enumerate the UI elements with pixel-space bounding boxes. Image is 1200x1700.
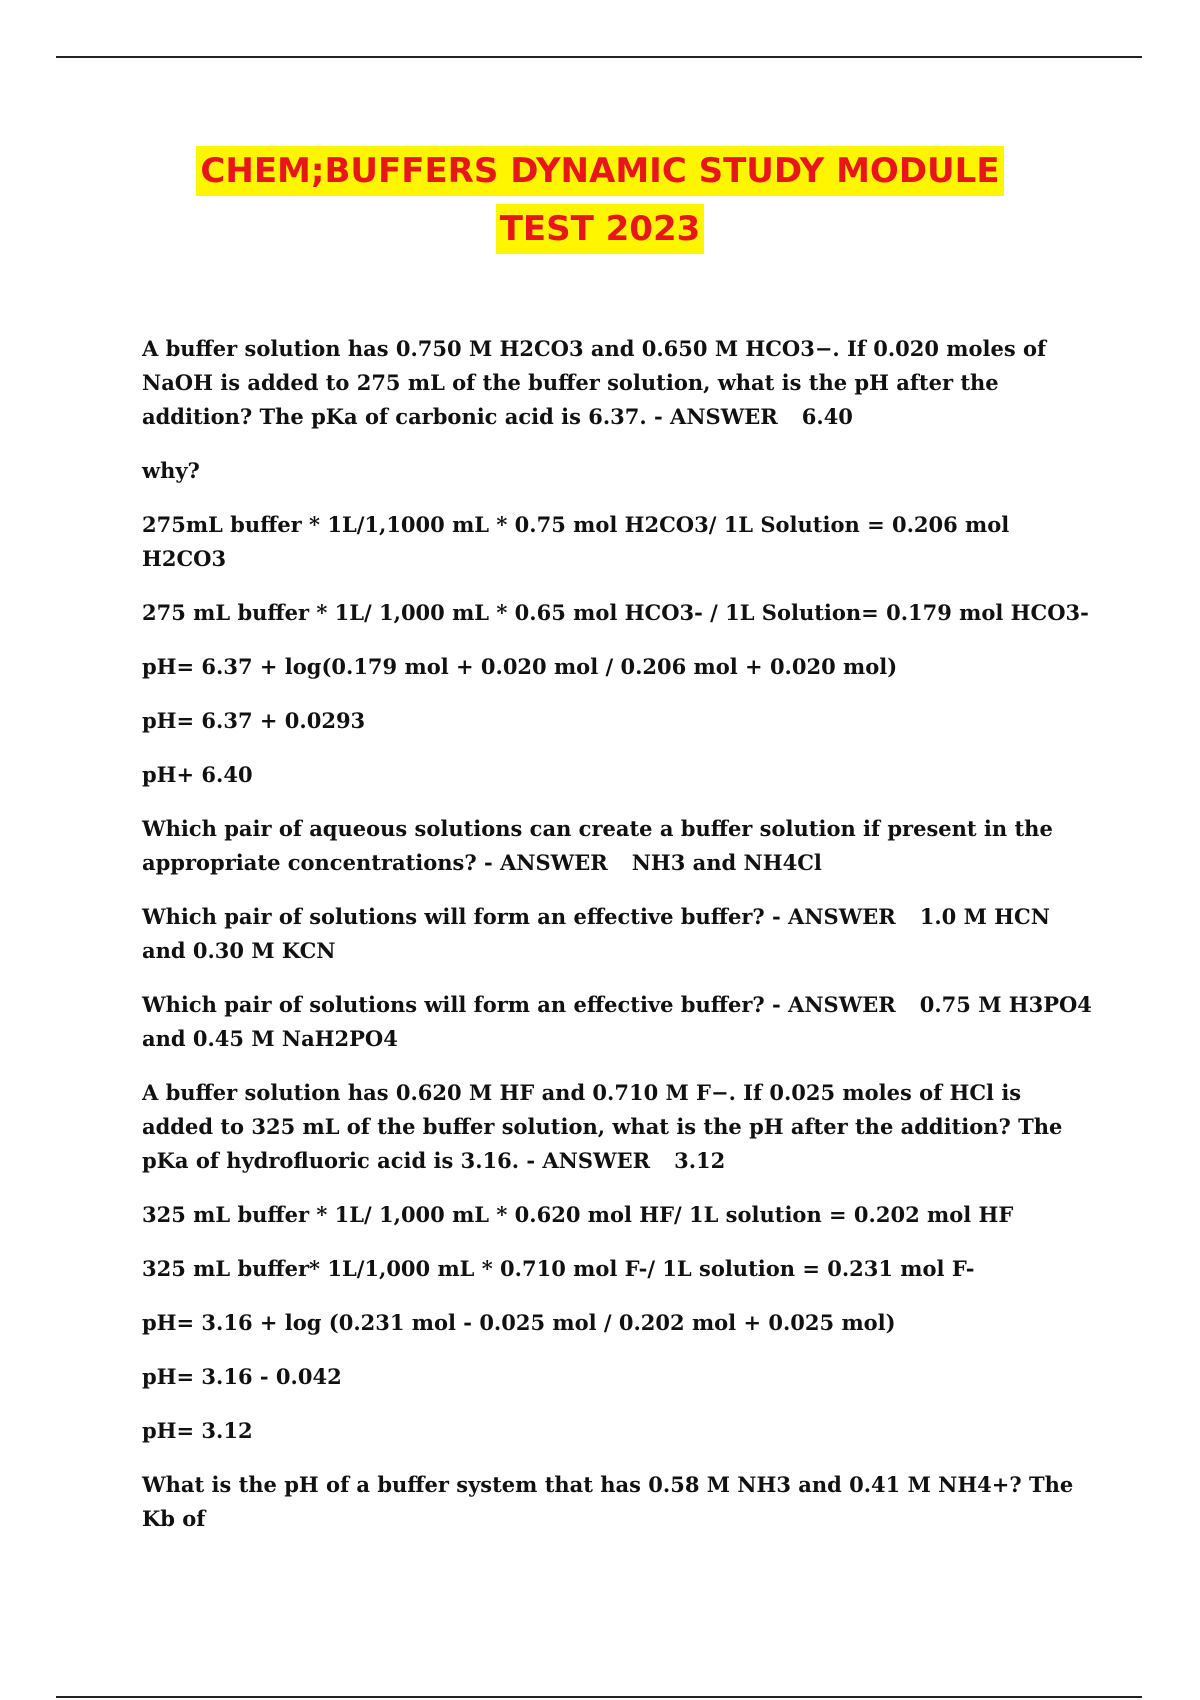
paragraph bbox=[142, 900, 1092, 968]
document-title bbox=[0, 142, 1200, 258]
paragraph bbox=[142, 508, 1092, 576]
question-text: Which pair of aqueous solutions can create a buffer solution if present in the appropriate concentrations? - ANSWER bbox=[142, 816, 1053, 875]
question-text: Which pair of solutions will form an effective buffer? - ANSWER bbox=[142, 904, 896, 929]
paragraph-text: 275mL buffer * 1L/1,1000 mL * 0.75 mol H2CO3/ 1L Solution = 0.206 mol H2CO3 bbox=[142, 512, 1010, 571]
answer-text: 6.40 bbox=[801, 404, 853, 429]
answer-text: NH3 and NH4Cl bbox=[631, 850, 822, 875]
paragraph-text: pH= 3.16 + log (0.231 mol - 0.025 mol / 0.202 mol + 0.025 mol) bbox=[142, 1310, 896, 1335]
paragraph bbox=[142, 1360, 1092, 1394]
paragraph bbox=[142, 650, 1092, 684]
paragraph bbox=[142, 1306, 1092, 1340]
answer-text: 1.0 M HCN and 0.30 M KCN bbox=[142, 904, 1050, 963]
top-rule bbox=[56, 56, 1142, 58]
question-text: A buffer solution has 0.620 M HF and 0.710 M F−. If 0.025 moles of HCl is added to 325 mL of the buffer solution, what is the pH after the addition? The pKa of hydrofluoric acid is 3.16. - ANSWER bbox=[142, 1080, 1063, 1173]
paragraph bbox=[142, 812, 1092, 880]
title-line-2: TEST 2023 bbox=[496, 204, 705, 254]
paragraph bbox=[142, 758, 1092, 792]
paragraph-text: pH+ 6.40 bbox=[142, 762, 253, 787]
paragraph-text: pH= 3.12 bbox=[142, 1418, 253, 1443]
paragraph-text: 325 mL buffer* 1L/1,000 mL * 0.710 mol F-/ 1L solution = 0.231 mol F- bbox=[142, 1256, 975, 1281]
paragraph bbox=[142, 1252, 1092, 1286]
answer-text: 3.12 bbox=[674, 1148, 726, 1173]
paragraph-text: why? bbox=[142, 458, 200, 483]
question-text: Which pair of solutions will form an effective buffer? - ANSWER bbox=[142, 992, 896, 1017]
paragraph bbox=[142, 1076, 1092, 1178]
bottom-rule bbox=[56, 1696, 1142, 1698]
paragraph-text: 275 mL buffer * 1L/ 1,000 mL * 0.65 mol HCO3- / 1L Solution= 0.179 mol HCO3- bbox=[142, 600, 1089, 625]
paragraph-text: pH= 6.37 + 0.0293 bbox=[142, 708, 366, 733]
paragraph bbox=[142, 1198, 1092, 1232]
paragraph-text: What is the pH of a buffer system that has 0.58 M NH3 and 0.41 M NH4+? The Kb of bbox=[142, 1472, 1074, 1531]
question-text: A buffer solution has 0.750 M H2CO3 and 0.650 M HCO3−. If 0.020 moles of NaOH is added to 275 mL of the buffer solution, what is the pH after the addition? The pKa of carbonic acid is 6.37. - ANSWER bbox=[142, 336, 1047, 429]
paragraph bbox=[142, 704, 1092, 738]
paragraph bbox=[142, 596, 1092, 630]
document-body bbox=[142, 332, 1092, 1556]
paragraph bbox=[142, 1414, 1092, 1448]
answer-text: 0.75 M H3PO4 and 0.45 M NaH2PO4 bbox=[142, 992, 1092, 1051]
paragraph-text: pH= 6.37 + log(0.179 mol + 0.020 mol / 0.206 mol + 0.020 mol) bbox=[142, 654, 898, 679]
paragraph-text: pH= 3.16 - 0.042 bbox=[142, 1364, 342, 1389]
paragraph bbox=[142, 1468, 1092, 1536]
title-line-1: CHEM;BUFFERS DYNAMIC STUDY MODULE bbox=[196, 146, 1003, 196]
paragraph-text: 325 mL buffer * 1L/ 1,000 mL * 0.620 mol HF/ 1L solution = 0.202 mol HF bbox=[142, 1202, 1014, 1227]
paragraph bbox=[142, 988, 1092, 1056]
paragraph bbox=[142, 332, 1092, 434]
paragraph bbox=[142, 454, 1092, 488]
